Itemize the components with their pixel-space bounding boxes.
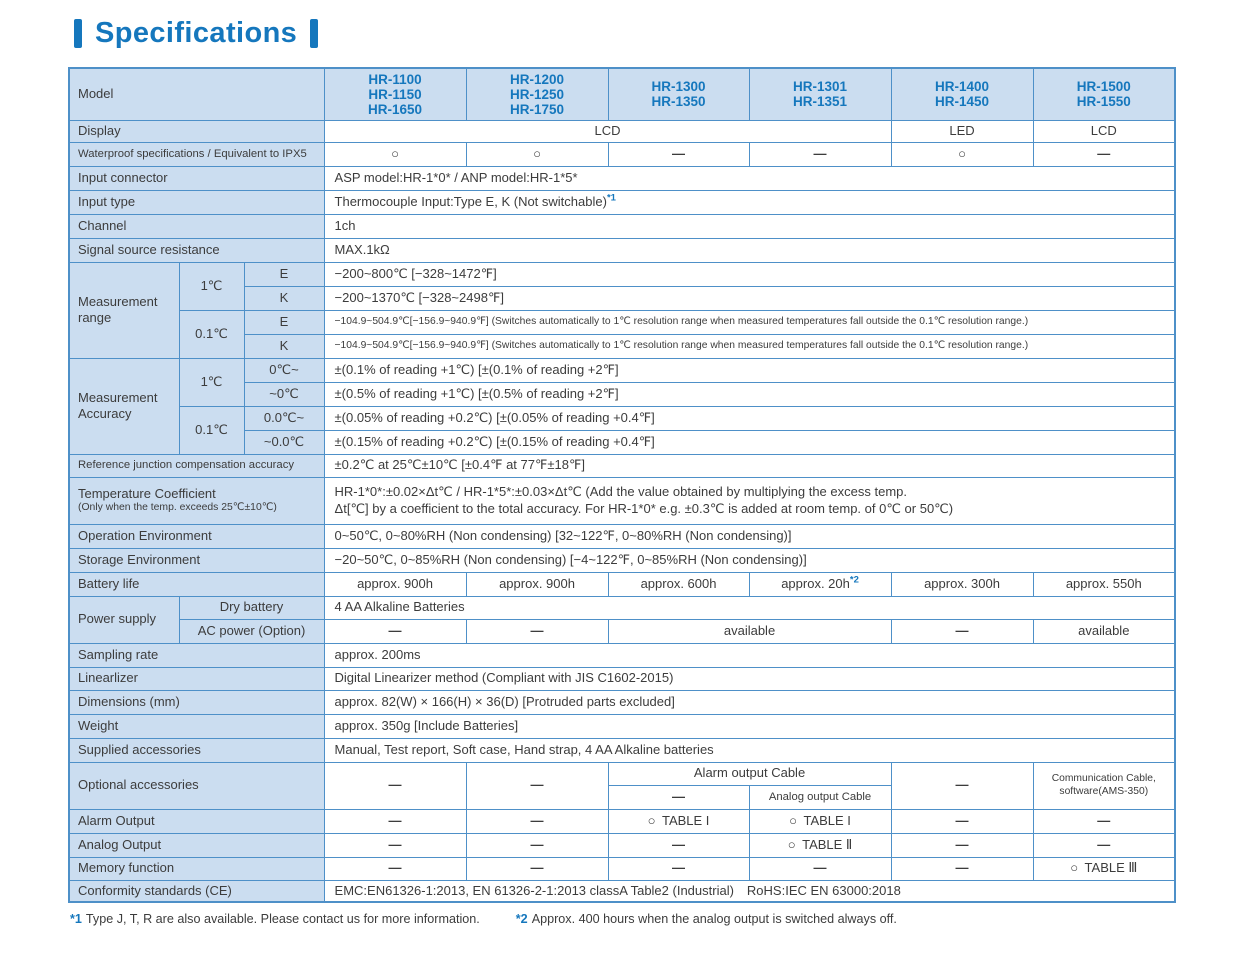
optional-accessories-1-cell-4: — — [891, 762, 1033, 809]
linearlizer-cell-0: Linearlizer — [69, 667, 324, 690]
battery-life-cell-6: approx. 550h — [1033, 572, 1175, 596]
battery-life-cell-5: approx. 300h — [891, 572, 1033, 596]
sampling-rate-cell-1: approx. 200ms — [324, 643, 1175, 667]
waterproof-cell-5: ○ — [891, 142, 1033, 166]
optional-accessories-1-cell-1: — — [324, 762, 466, 809]
measurement-range-1c-k-cell-1: −200~1370℃ [−328~2498℉] — [324, 286, 1175, 310]
footnote-2 — [516, 912, 897, 926]
measurement-accuracy-1c-pos-cell-1: 1℃ — [179, 358, 244, 406]
measurement-range-1c-e-cell-1: 1℃ — [179, 262, 244, 310]
table-row-battery-life — [69, 572, 1175, 596]
model-cell-4: HR-1301 HR-1351 — [749, 68, 891, 120]
input-connector-cell-0: Input connector — [69, 166, 324, 190]
alarm-output-cell-1: — — [324, 809, 466, 833]
optional-accessories-1-cell-2: — — [466, 762, 608, 809]
optional-accessories-2-cell-1: Analog output Cable — [749, 785, 891, 809]
supplied-accessories-cell-0: Supplied accessories — [69, 738, 324, 762]
footnote-1-text: Type J, T, R are also available. Please contact us for more information. — [85, 912, 480, 926]
conformity-standards-cell-0: Conformity standards (CE) — [69, 880, 324, 902]
footnote-ref: *2 — [849, 574, 859, 586]
measurement-range-01c-k-cell-0: K — [244, 334, 324, 358]
input-type-cell-1: Thermocouple Input:Type E, K (Not switchable)$^{*1}$ — [324, 190, 1175, 214]
table-row-measurement-accuracy-01c-pos — [69, 406, 1175, 430]
power-supply-dry-cell-1: Dry battery — [179, 596, 324, 619]
measurement-accuracy-1c-neg-cell-0: ~0℃ — [244, 382, 324, 406]
alarm-output-cell-3: ○ TABLE I — [608, 809, 749, 833]
model-cell-3: HR-1300 HR-1350 — [608, 68, 749, 120]
table-row-weight — [69, 714, 1175, 738]
input-type-cell-0: Input type — [69, 190, 324, 214]
footnote-ref: *1 — [606, 192, 616, 204]
operation-environment-cell-1: 0~50℃, 0~80%RH (Non condensing) [32~122℉, 0~80%RH (Non condensing)] — [324, 524, 1175, 548]
memory-function-cell-1: — — [324, 857, 466, 880]
waterproof-cell-1: ○ — [324, 142, 466, 166]
power-supply-ac-cell-0: AC power (Option) — [179, 619, 324, 643]
battery-life-cell-4: approx. 20h$^{*2}$ — [749, 572, 891, 596]
measurement-range-1c-e-cell-2: E — [244, 262, 324, 286]
memory-function-cell-2: — — [466, 857, 608, 880]
optional-accessories-1-cell-3: Alarm output Cable — [608, 762, 891, 785]
measurement-range-1c-e-cell-0: Measurement range — [69, 262, 179, 358]
display-cell-2: LED — [891, 120, 1033, 142]
optional-accessories-2-cell-0: — — [608, 785, 749, 809]
table-row-analog-output — [69, 833, 1175, 857]
analog-output-cell-2: — — [466, 833, 608, 857]
display-cell-0: Display — [69, 120, 324, 142]
table-row-memory-function — [69, 857, 1175, 880]
measurement-accuracy-1c-pos-cell-3: ±(0.1% of reading +1℃) [±(0.1% of reading +2℉] — [324, 358, 1175, 382]
measurement-range-1c-k-cell-0: K — [244, 286, 324, 310]
table-row-optional-accessories-1 — [69, 762, 1175, 785]
operation-environment-cell-0: Operation Environment — [69, 524, 324, 548]
temperature-coefficient-cell-0: Temperature Coefficient (Only when the temp. exceeds 25℃±10℃) — [69, 477, 324, 524]
footnote-1 — [70, 912, 480, 926]
table-row-waterproof — [69, 142, 1175, 166]
table-row-conformity-standards — [69, 880, 1175, 902]
measurement-accuracy-01c-pos-cell-0: 0.1℃ — [179, 406, 244, 454]
power-supply-ac-cell-3: available — [608, 619, 891, 643]
footnote-2-marker: *2 — [515, 912, 528, 926]
table-row-measurement-range-01c-e — [69, 310, 1175, 334]
power-supply-dry-cell-0: Power supply — [69, 596, 179, 643]
table-row-storage-environment — [69, 548, 1175, 572]
reference-junction-cell-0: Reference junction compensation accuracy — [69, 454, 324, 477]
channel-cell-0: Channel — [69, 214, 324, 238]
measurement-accuracy-01c-neg-cell-1: ±(0.15% of reading +0.2℃) [±(0.15% of reading +0.4℉] — [324, 430, 1175, 454]
table-row-supplied-accessories — [69, 738, 1175, 762]
storage-environment-cell-0: Storage Environment — [69, 548, 324, 572]
waterproof-cell-4: — — [749, 142, 891, 166]
table-row-input-connector — [69, 166, 1175, 190]
table-row-power-supply-ac — [69, 619, 1175, 643]
weight-cell-1: approx. 350g [Include Batteries] — [324, 714, 1175, 738]
reference-junction-cell-1: ±0.2℃ at 25℃±10℃ [±0.4℉ at 77℉±18℉] — [324, 454, 1175, 477]
display-cell-3: LCD — [1033, 120, 1175, 142]
table-row-reference-junction — [69, 454, 1175, 477]
title-bar-left-icon — [74, 19, 82, 48]
measurement-range-01c-k-cell-1: −104.9~504.9℃[−156.9~940.9℉] (Switches automatically to 1℃ resolution range when measured temperatures fall outside the 0.1℃ resolution range.) — [324, 334, 1175, 358]
waterproof-cell-2: ○ — [466, 142, 608, 166]
analog-output-cell-1: — — [324, 833, 466, 857]
alarm-output-cell-0: Alarm Output — [69, 809, 324, 833]
waterproof-cell-0: Waterproof specifications / Equivalent to IPX5 — [69, 142, 324, 166]
power-supply-ac-cell-2: — — [466, 619, 608, 643]
analog-output-cell-0: Analog Output — [69, 833, 324, 857]
conformity-standards-cell-1: EMC:EN61326-1:2013, EN 61326-2-1:2013 classA Table2 (Industrial) RoHS:IEC EN 63000:2018 — [324, 880, 1175, 902]
model-cell-5: HR-1400 HR-1450 — [891, 68, 1033, 120]
table-row-power-supply-dry — [69, 596, 1175, 619]
table-row-operation-environment — [69, 524, 1175, 548]
power-supply-dry-cell-2: 4 AA Alkaline Batteries — [324, 596, 1175, 619]
table-row-alarm-output — [69, 809, 1175, 833]
signal-source-resistance-cell-1: MAX.1kΩ — [324, 238, 1175, 262]
model-cell-1: HR-1100 HR-1150 HR-1650 — [324, 68, 466, 120]
table-row-signal-source-resistance — [69, 238, 1175, 262]
memory-function-cell-5: — — [891, 857, 1033, 880]
waterproof-cell-3: — — [608, 142, 749, 166]
footnote-1-marker: *1 — [70, 912, 82, 926]
measurement-accuracy-01c-neg-cell-0: ~0.0℃ — [244, 430, 324, 454]
table-row-measurement-accuracy-1c-pos — [69, 358, 1175, 382]
measurement-accuracy-01c-pos-cell-1: 0.0℃~ — [244, 406, 324, 430]
table-row-display — [69, 120, 1175, 142]
power-supply-ac-cell-5: available — [1033, 619, 1175, 643]
table-row-temperature-coefficient — [69, 477, 1175, 524]
weight-cell-0: Weight — [69, 714, 324, 738]
alarm-output-cell-4: ○ TABLE I — [749, 809, 891, 833]
table-row-input-type — [69, 190, 1175, 214]
model-cell-6: HR-1500 HR-1550 — [1033, 68, 1175, 120]
measurement-accuracy-1c-pos-cell-0: Measurement Accuracy — [69, 358, 179, 454]
analog-output-cell-3: — — [608, 833, 749, 857]
table-row-linearlizer — [69, 667, 1175, 690]
power-supply-ac-cell-1: — — [324, 619, 466, 643]
spec-table — [68, 67, 1176, 903]
display-cell-1: LCD — [324, 120, 891, 142]
memory-function-cell-3: — — [608, 857, 749, 880]
spec-table-body — [69, 68, 1175, 902]
memory-function-cell-0: Memory function — [69, 857, 324, 880]
page-title: Specifications — [95, 16, 298, 49]
supplied-accessories-cell-1: Manual, Test report, Soft case, Hand strap, 4 AA Alkaline batteries — [324, 738, 1175, 762]
optional-accessories-1-cell-5: Communication Cable, software(AMS-350) — [1033, 762, 1175, 809]
measurement-range-01c-e-cell-2: −104.9~504.9℃[−156.9~940.9℉] (Switches automatically to 1℃ resolution range when measured temperatures fall outside the 0.1℃ resolution range.) — [324, 310, 1175, 334]
row-label-note: (Only when the temp. exceeds 25℃±10℃) — [78, 502, 277, 514]
power-supply-ac-cell-4: — — [891, 619, 1033, 643]
dimensions-cell-1: approx. 82(W) × 166(H) × 36(D) [Protruded parts excluded] — [324, 690, 1175, 714]
measurement-range-01c-e-cell-0: 0.1℃ — [179, 310, 244, 358]
alarm-output-cell-6: — — [1033, 809, 1175, 833]
table-row-measurement-range-1c-e — [69, 262, 1175, 286]
dimensions-cell-0: Dimensions (mm) — [69, 690, 324, 714]
battery-life-cell-2: approx. 900h — [466, 572, 608, 596]
model-cell-2: HR-1200 HR-1250 HR-1750 — [466, 68, 608, 120]
input-connector-cell-1: ASP model:HR-1*0* / ANP model:HR-1*5* — [324, 166, 1175, 190]
table-row-dimensions — [69, 690, 1175, 714]
signal-source-resistance-cell-0: Signal source resistance — [69, 238, 324, 262]
memory-function-cell-6: ○ TABLE Ⅲ — [1033, 857, 1175, 880]
measurement-accuracy-01c-pos-cell-2: ±(0.05% of reading +0.2℃) [±(0.05% of reading +0.4℉] — [324, 406, 1175, 430]
alarm-output-cell-5: — — [891, 809, 1033, 833]
table-row-sampling-rate — [69, 643, 1175, 667]
measurement-accuracy-1c-pos-cell-2: 0℃~ — [244, 358, 324, 382]
analog-output-cell-5: — — [891, 833, 1033, 857]
temperature-coefficient-cell-1: HR-1*0*:±0.02×Δt℃ / HR-1*5*:±0.03×Δt℃ (Add the value obtained by multiplying the excess temp. Δt[℃] by a coefficient to the total accuracy. For HR-1*0* e.g. ±0.3℃ is added at room temp. of 0℃ or 50℃) — [324, 477, 1175, 524]
channel-cell-1: 1ch — [324, 214, 1175, 238]
measurement-range-1c-e-cell-3: −200~800℃ [−328~1472℉] — [324, 262, 1175, 286]
alarm-output-cell-2: — — [466, 809, 608, 833]
page-header — [74, 14, 1243, 52]
optional-accessories-1-cell-0: Optional accessories — [69, 762, 324, 809]
linearlizer-cell-1: Digital Linearizer method (Compliant with JIS C1602-2015) — [324, 667, 1175, 690]
measurement-accuracy-1c-neg-cell-1: ±(0.5% of reading +1℃) [±(0.5% of reading +2℉] — [324, 382, 1175, 406]
table-row-channel — [69, 214, 1175, 238]
analog-output-cell-6: — — [1033, 833, 1175, 857]
model-cell-0: Model — [69, 68, 324, 120]
sampling-rate-cell-0: Sampling rate — [69, 643, 324, 667]
battery-life-cell-0: Battery life — [69, 572, 324, 596]
footnotes — [70, 912, 1243, 926]
table-row-model — [69, 68, 1175, 120]
title-bar-right-icon — [310, 19, 318, 48]
memory-function-cell-4: — — [749, 857, 891, 880]
footnote-2-text: Approx. 400 hours when the analog output is switched always off. — [531, 912, 897, 926]
battery-life-cell-3: approx. 600h — [608, 572, 749, 596]
measurement-range-01c-e-cell-1: E — [244, 310, 324, 334]
waterproof-cell-6: — — [1033, 142, 1175, 166]
storage-environment-cell-1: −20~50℃, 0~85%RH (Non condensing) [−4~122℉, 0~85%RH (Non condensing)] — [324, 548, 1175, 572]
analog-output-cell-4: ○ TABLE Ⅱ — [749, 833, 891, 857]
battery-life-cell-1: approx. 900h — [324, 572, 466, 596]
